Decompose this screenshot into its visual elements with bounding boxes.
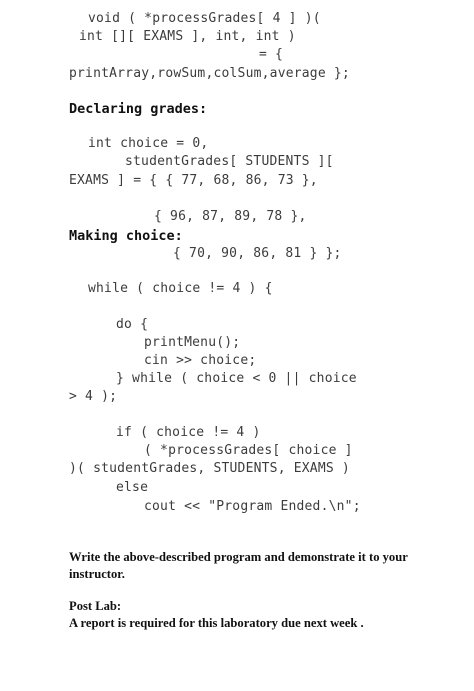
code-line-process-grades-call: ( *processGrades[ choice ] <box>144 443 353 458</box>
heading-making-choice: Making choice: <box>69 228 183 244</box>
code-line-function-pointer-decl: void ( *processGrades[ 4 ] )( <box>88 11 321 26</box>
code-line-print-menu: printMenu(); <box>144 335 241 350</box>
code-line-do-while-condition: } while ( choice < 0 || choice <box>116 371 357 386</box>
post-lab-text: A report is required for this laboratory due next week . <box>69 616 364 630</box>
code-line-grades-row-3: { 70, 90, 86, 81 } }; <box>173 246 342 261</box>
code-line-grades-decl: studentGrades[ STUDENTS ][ <box>125 154 334 169</box>
code-line-do-open: do { <box>116 317 149 332</box>
code-line-if-condition: if ( choice != 4 ) <box>116 425 261 440</box>
post-lab-title: Post Lab: <box>69 599 122 613</box>
code-line-else: else <box>116 480 149 495</box>
code-line-call-arguments: )( studentGrades, STUDENTS, EXAMS ) <box>69 461 350 476</box>
code-line-initializer-list: printArray,rowSum,colSum,average }; <box>69 66 350 81</box>
code-line-grades-row-2: { 96, 87, 89, 78 }, <box>154 209 307 224</box>
code-line-grades-row-1: EXAMS ] = { { 77, 68, 86, 73 }, <box>69 173 318 188</box>
code-line-do-while-end: > 4 ); <box>69 389 118 404</box>
code-line-cin-choice: cin >> choice; <box>144 353 257 368</box>
instruction-demonstrate: Write the above-described program and demonstrate it to your instructor. <box>69 550 408 581</box>
code-line-function-pointer-params: int [][ EXAMS ], int, int ) <box>79 29 296 44</box>
code-line-cout-program-ended: cout << "Program Ended.\n"; <box>144 499 361 514</box>
code-line-initializer-open: = { <box>259 47 284 62</box>
code-line-while-loop: while ( choice != 4 ) { <box>88 281 273 296</box>
heading-declaring-grades: Declaring grades: <box>69 101 208 117</box>
code-line-choice-decl: int choice = 0, <box>88 136 209 151</box>
